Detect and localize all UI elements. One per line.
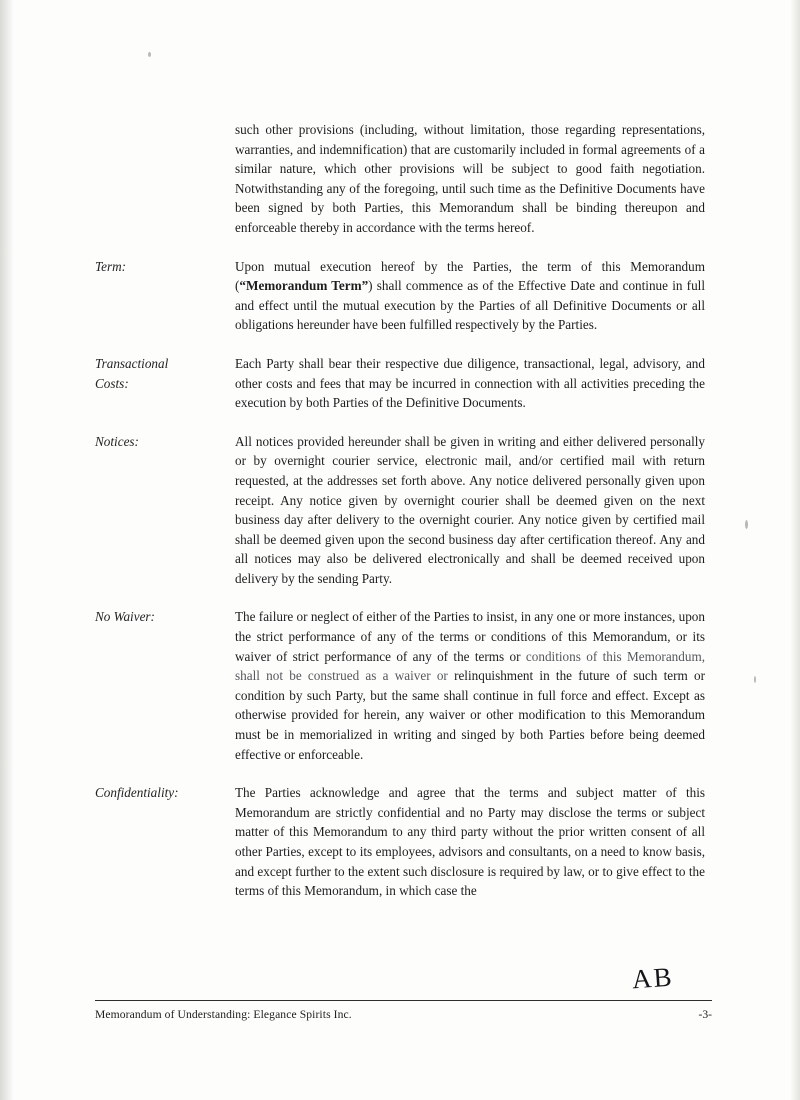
page-footer xyxy=(95,1008,712,1021)
clause-transactional-costs xyxy=(95,354,705,413)
clause-text: Upon mutual execution hereof by the Parties, the term of this Memorandum (“Memorandum Term”) shall commence as of the Effective Date and continue in full and effect until the mutual execution by the Parties of all Definitive Documents or all obligations hereunder have been fulfilled respectively by the Parties. xyxy=(235,258,705,333)
clause-text: The Parties acknowledge and agree that the terms and subject matter of this Memorandum are strictly confidential and no Party may disclose the terms or subject matter of this Memorandum to any third party without the prior written consent of all other Parties, except to its employees, advisors and consultants, on a need to know basis, and except further to the extent such disclosure is required by law, or to give effect to the terms of this Memorandum, in which case the xyxy=(235,785,705,899)
signature-initials: AB xyxy=(630,961,675,995)
footer-document-title: Memorandum of Understanding: Elegance Spirits Inc. xyxy=(95,1008,352,1021)
clause-label xyxy=(95,607,235,627)
clause-label xyxy=(95,783,235,803)
scan-speck xyxy=(148,52,151,57)
clause-label-line: Term: xyxy=(95,258,127,274)
clause-label-line: Costs: xyxy=(95,375,129,391)
clause-label xyxy=(95,354,235,393)
clause-text: such other provisions (including, without limitation, those regarding representations, warranties, and indemnification) that are customarily included in formal agreements of a similar nature, which other provisions will be subject to good faith negotiation. Notwithstanding any of the foregoing, until such time as the Definitive Documents have been signed by both Parties, this Memorandum shall be binding thereupon and enforceable thereby in accordance with the terms hereof. xyxy=(235,122,705,235)
footer-divider xyxy=(95,1000,712,1001)
clause-label-line: Notices: xyxy=(95,433,139,449)
clause-confidentiality xyxy=(95,783,705,901)
clause-no-waiver xyxy=(95,607,705,764)
scan-speck xyxy=(754,676,756,683)
clause-text: The failure or neglect of either of the Parties to insist, in any one or more instances, upon the strict performance of any of the terms or conditions of this Memorandum, or its waiver of strict performance of any of the terms or conditions of this Memorandum, shall not be construed as a waiver or relinquishment in the future of such term or condition by such Party, but the same shall continue in full force and effect. Except as otherwise provided for herein, any waiver or other modification to this Memorandum must be in memorialized in writing and singed by both Parties before being deemed effective or enforceable. xyxy=(235,609,706,762)
clause-label-line: Transactional xyxy=(95,355,169,371)
clause-continuation xyxy=(95,120,705,238)
page-number: -3- xyxy=(698,1008,712,1021)
clause-text: Each Party shall bear their respective due diligence, transactional, legal, advisory, and other costs and fees that may be incurred in connection with all activities preceding the execution by both Parties of the Definitive Documents. xyxy=(235,355,705,411)
clause-label xyxy=(95,257,235,277)
clause-label-line: Confidentiality: xyxy=(95,785,179,801)
clause-term xyxy=(95,257,705,335)
document-body xyxy=(95,120,705,920)
clause-label xyxy=(95,432,235,452)
clause-label-line: No Waiver: xyxy=(95,609,155,625)
scan-speck xyxy=(745,520,748,529)
clause-notices xyxy=(95,432,705,589)
clause-text: All notices provided hereunder shall be given in writing and either delivered personally or by overnight courier service, electronic mail, and/or certified mail with return requested, at the addresses set forth above. Any notice delivered personally given upon receipt. Any notice given by overnight courier shall be deemed given on the next business day after delivery to the overnight courier. Any notice given by certified mail shall be deemed given upon the second business day after certification thereof. Any and all notices may also be delivered electronically and shall be deemed received upon delivery by the sending Party. xyxy=(235,433,705,586)
